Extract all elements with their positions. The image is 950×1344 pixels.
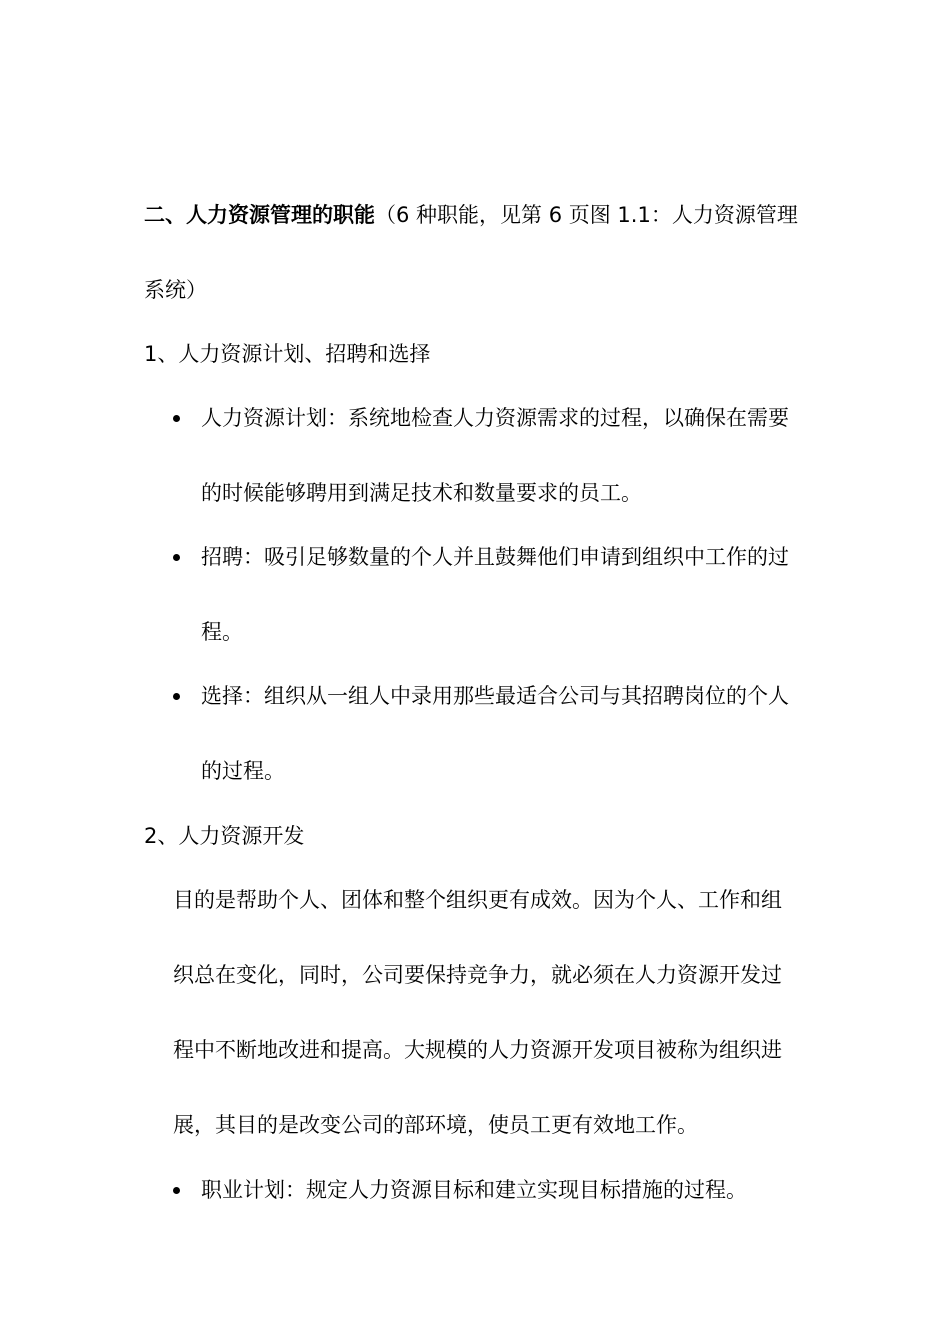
item2-paragraph-line4: 展，其目的是改变公司的部环境，使员工更有效地工作。: [173, 1113, 698, 1137]
item1-bullet2-line2: 程。: [201, 620, 243, 644]
item1-bullet3-line1: 选择：组织从一组人中录用那些最适合公司与其招聘岗位的个人: [201, 684, 789, 708]
section-heading-note: （6 种职能，见第 6 页图 1.1：人力资源管理: [375, 203, 798, 227]
section-heading-title: 二、人力资源管理的职能: [144, 203, 375, 227]
section-heading-line2: 系统）: [144, 278, 207, 302]
item1-bullet1-line1: 人力资源计划：系统地检查人力资源需求的过程，以确保在需要: [201, 406, 789, 430]
item1-bullet1-line2: 的时候能够聘用到满足技术和数量要求的员工。: [201, 481, 642, 505]
item2-paragraph-line1: 目的是帮助个人、团体和整个组织更有成效。因为个人、工作和组: [173, 888, 782, 912]
bullet-icon: [173, 415, 180, 422]
item2-paragraph-line3: 程中不断地改进和提高。大规模的人力资源开发项目被称为组织进: [173, 1038, 782, 1062]
item2-bullet1-line1: 职业计划：规定人力资源目标和建立实现目标措施的过程。: [201, 1178, 747, 1202]
bullet-icon: [173, 693, 180, 700]
bullet-icon: [173, 554, 180, 561]
item2-heading: 2、人力资源开发: [144, 824, 305, 848]
item1-bullet3-line2: 的过程。: [201, 759, 285, 783]
item1-bullet2-line1: 招聘：吸引足够数量的个人并且鼓舞他们申请到组织中工作的过: [201, 545, 789, 569]
section-heading-line1: [144, 200, 798, 230]
bullet-icon: [173, 1187, 180, 1194]
item2-paragraph-line2: 织总在变化，同时，公司要保持竞争力，就必须在人力资源开发过: [173, 963, 782, 987]
item1-heading: 1、人力资源计划、招聘和选择: [144, 342, 431, 366]
